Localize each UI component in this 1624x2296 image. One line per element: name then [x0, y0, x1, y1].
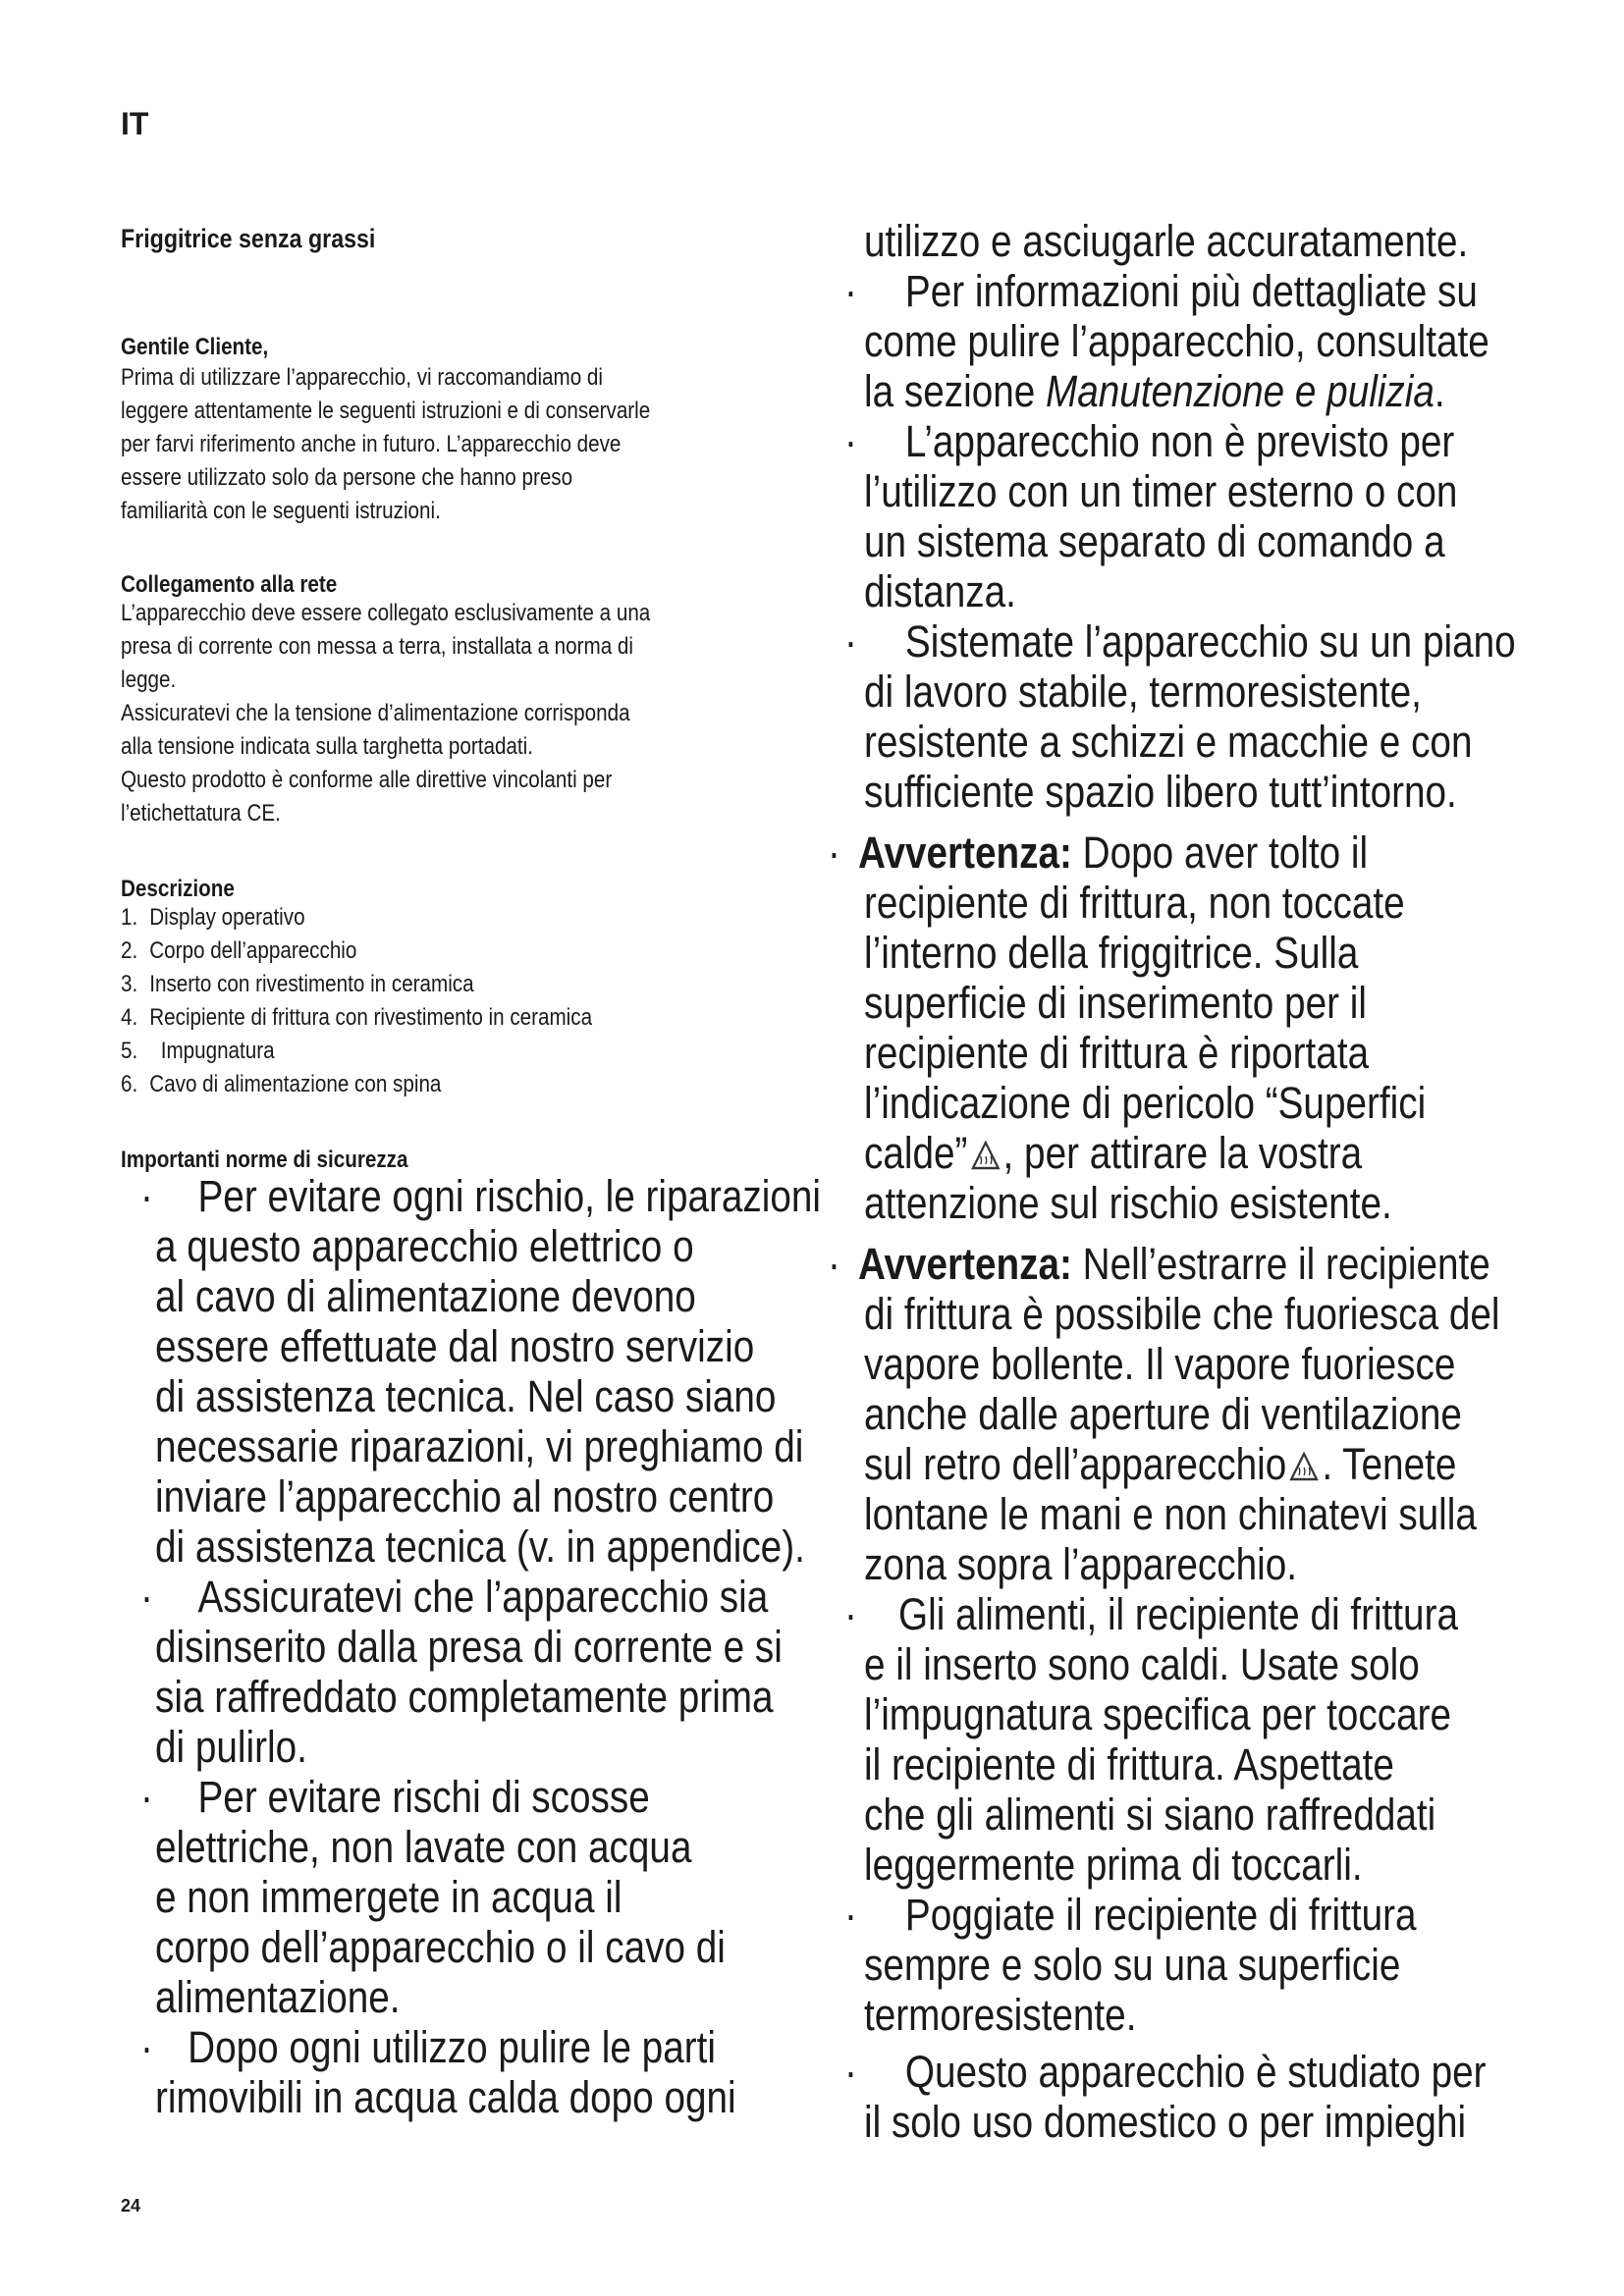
safety-left-line: sia raffreddato completamente prima [155, 1672, 774, 1722]
intro-line: familiarità con le seguenti istruzioni. [121, 498, 441, 524]
safety-left-line: corpo dell’apparecchio o il cavo di [155, 1922, 726, 1972]
bullet-icon: · [140, 2022, 153, 2072]
bullet-icon: · [140, 1171, 153, 1221]
safety-right-line: · L’apparecchio non è previsto per [844, 416, 1455, 466]
description-item [121, 1068, 441, 1101]
safety-right-line: distanza. [864, 566, 1016, 616]
safety-right-line: come pulire l’apparecchio, consultate [864, 316, 1489, 366]
safety-right-line: resistente a schizzi e macchie e con [864, 717, 1473, 767]
connection-line: l’etichettatura CE. [121, 800, 281, 827]
connection-line: L’apparecchio deve essere collegato esclusivamente a una [121, 600, 651, 626]
safety-right-line: · Per informazioni più dettagliate su [844, 266, 1478, 316]
item-text: Display operativo [149, 904, 305, 931]
warning-label: Avvertenza: [857, 1239, 1072, 1289]
safety-right-line: l’impugnatura specifica per toccare [864, 1689, 1452, 1739]
item-text: Impugnatura [149, 1038, 275, 1064]
safety-right-line: leggermente prima di toccarli. [864, 1840, 1363, 1890]
bullet-icon: · [140, 1572, 153, 1622]
item-number: 1. [121, 904, 138, 931]
safety-left-line: elettriche, non lavate con acqua [155, 1822, 692, 1872]
safety-left-line: inviare l’apparecchio al nostro centro [155, 1471, 775, 1522]
bullet-icon: · [844, 1890, 857, 1940]
connection-line: Assicuratevi che la tensione d’alimentazione corrisponda [121, 700, 630, 726]
bullet-icon: · [844, 616, 857, 667]
item-number: 3. [121, 971, 138, 997]
bullet-icon: · [828, 828, 840, 878]
safety-right-line: attenzione sul rischio esistente. [864, 1178, 1392, 1228]
safety-left-line: rimovibili in acqua calda dopo ogni [155, 2072, 736, 2122]
bullet-icon: · [844, 416, 857, 466]
safety-right-line: · Sistemate l’apparecchio su un piano [844, 616, 1516, 667]
safety-right-line: di frittura è possibile che fuoriesca del [864, 1289, 1500, 1339]
hot-steam-warning-icon [1290, 1452, 1319, 1481]
bullet-icon: · [140, 1772, 153, 1822]
page-number: 24 [121, 2196, 141, 2216]
bullet-icon: · [828, 1239, 840, 1289]
description-item [121, 1035, 275, 1068]
item-text: Corpo dell’apparecchio [149, 937, 357, 964]
safety-right-line: l’indicazione di pericolo “Superfici [864, 1078, 1427, 1128]
safety-right-line: · Avvertenza: Nell’estrarre il recipiente [828, 1239, 1490, 1289]
safety-right-line: e il inserto sono caldi. Usate solo [864, 1639, 1420, 1689]
safety-heading: Importanti norme di sicurezza [121, 1147, 408, 1173]
safety-right-line: la sezione Manutenzione e pulizia. [864, 366, 1445, 416]
safety-right-line: l’utilizzo con un timer esterno o con [864, 466, 1458, 516]
intro-heading: Gentile Cliente, [121, 334, 269, 360]
safety-right-line: recipiente di frittura, non toccate [864, 878, 1405, 928]
safety-right-line: l’interno della friggitrice. Sulla [864, 928, 1359, 978]
safety-left-line: a questo apparecchio elettrico o [155, 1221, 694, 1271]
item-number: 6. [121, 1071, 138, 1097]
safety-right-line: · Poggiate il recipiente di frittura [844, 1890, 1417, 1940]
safety-right-line: sufficiente spazio libero tutt’intorno. [864, 767, 1457, 817]
safety-right-line: recipiente di frittura è riportata [864, 1028, 1370, 1078]
safety-right-line: che gli alimenti si siano raffreddati [864, 1789, 1436, 1840]
safety-left-line: di pulirlo. [155, 1722, 307, 1772]
safety-right-line: il solo uso domestico o per impieghi [864, 2097, 1467, 2147]
language-code: IT [121, 106, 149, 141]
safety-left-line: di assistenza tecnica. Nel caso siano [155, 1371, 777, 1421]
safety-right-line: superficie di inserimento per il [864, 978, 1367, 1028]
safety-right-line: vapore bollente. Il vapore fuoriesce [864, 1339, 1456, 1389]
item-text: Cavo di alimentazione con spina [149, 1071, 442, 1097]
safety-right-line: zona sopra l’apparecchio. [864, 1539, 1298, 1589]
section-reference: Manutenzione e pulizia [1046, 366, 1435, 416]
connection-heading: Collegamento alla rete [121, 571, 338, 598]
safety-left-line: essere effettuate dal nostro servizio [155, 1321, 755, 1371]
item-text: Inserto con rivestimento in ceramica [149, 971, 474, 997]
safety-left-line: · Dopo ogni utilizzo pulire le parti [140, 2022, 716, 2072]
intro-line: Prima di utilizzare l’apparecchio, vi raccomandiamo di [121, 364, 603, 391]
description-heading: Descrizione [121, 876, 235, 902]
bullet-icon: · [844, 2047, 857, 2097]
description-item [121, 901, 305, 934]
connection-line: presa di corrente con messa a terra, installata a norma di [121, 633, 633, 660]
safety-left-line: disinserito dalla presa di corrente e si [155, 1622, 783, 1672]
safety-right-line: utilizzo e asciugarle accuratamente. [864, 216, 1469, 266]
safety-right-line: sempre e solo su una superficie [864, 1940, 1401, 1990]
description-item [121, 1001, 592, 1035]
item-number: 4. [121, 1004, 138, 1031]
intro-line: per farvi riferimento anche in futuro. L’apparecchio deve [121, 431, 622, 457]
safety-right-line: lontane le mani e non chinatevi sulla [864, 1489, 1477, 1539]
safety-right-line: · Questo apparecchio è studiato per [844, 2047, 1487, 2097]
item-number: 5. [121, 1038, 138, 1064]
safety-left-line: · Per evitare rischi di scosse [140, 1772, 650, 1822]
safety-right-line: calde” , per attirare la vostra [864, 1128, 1363, 1178]
safety-left-line: · Assicuratevi che l’apparecchio sia [140, 1572, 769, 1622]
connection-line: Questo prodotto è conforme alle direttive vincolanti per [121, 767, 613, 793]
item-number: 2. [121, 937, 138, 964]
item-text: Recipiente di frittura con rivestimento in ceramica [149, 1004, 593, 1031]
description-item [121, 934, 356, 968]
safety-right-line: anche dalle aperture di ventilazione [864, 1389, 1462, 1439]
safety-left-line: necessarie riparazioni, vi preghiamo di [155, 1421, 804, 1471]
safety-right-line: · Gli alimenti, il recipiente di frittura [844, 1589, 1459, 1639]
connection-line: alla tensione indicata sulla targhetta portadati. [121, 733, 533, 760]
safety-left-line: alimentazione. [155, 1972, 401, 2022]
warning-label: Avvertenza: [857, 828, 1072, 878]
intro-line: leggere attentamente le seguenti istruzioni e di conservarle [121, 398, 651, 424]
safety-right-line: di lavoro stabile, termoresistente, [864, 667, 1422, 717]
safety-right-line: sul retro dell’apparecchio . Tenete [864, 1439, 1457, 1489]
safety-left-line: · Per evitare ogni rischio, le riparazioni [140, 1171, 822, 1221]
connection-line: legge. [121, 667, 177, 693]
page-title: Friggitrice senza grassi [121, 224, 376, 253]
safety-right-line: termoresistente. [864, 1990, 1137, 2040]
safety-right-line: · Avvertenza: Dopo aver tolto il [828, 828, 1369, 878]
safety-left-line: di assistenza tecnica (v. in appendice). [155, 1522, 805, 1572]
bullet-icon: · [844, 1589, 857, 1639]
intro-line: essere utilizzato solo da persone che hanno preso [121, 464, 573, 491]
safety-left-line: e non immergete in acqua il [155, 1872, 623, 1922]
hot-surface-warning-icon [971, 1141, 1000, 1170]
safety-right-line: un sistema separato di comando a [864, 516, 1445, 566]
bullet-icon: · [844, 266, 857, 316]
safety-right-line: il recipiente di frittura. Aspettate [864, 1739, 1394, 1789]
safety-left-line: al cavo di alimentazione devono [155, 1271, 696, 1321]
description-item [121, 968, 474, 1001]
